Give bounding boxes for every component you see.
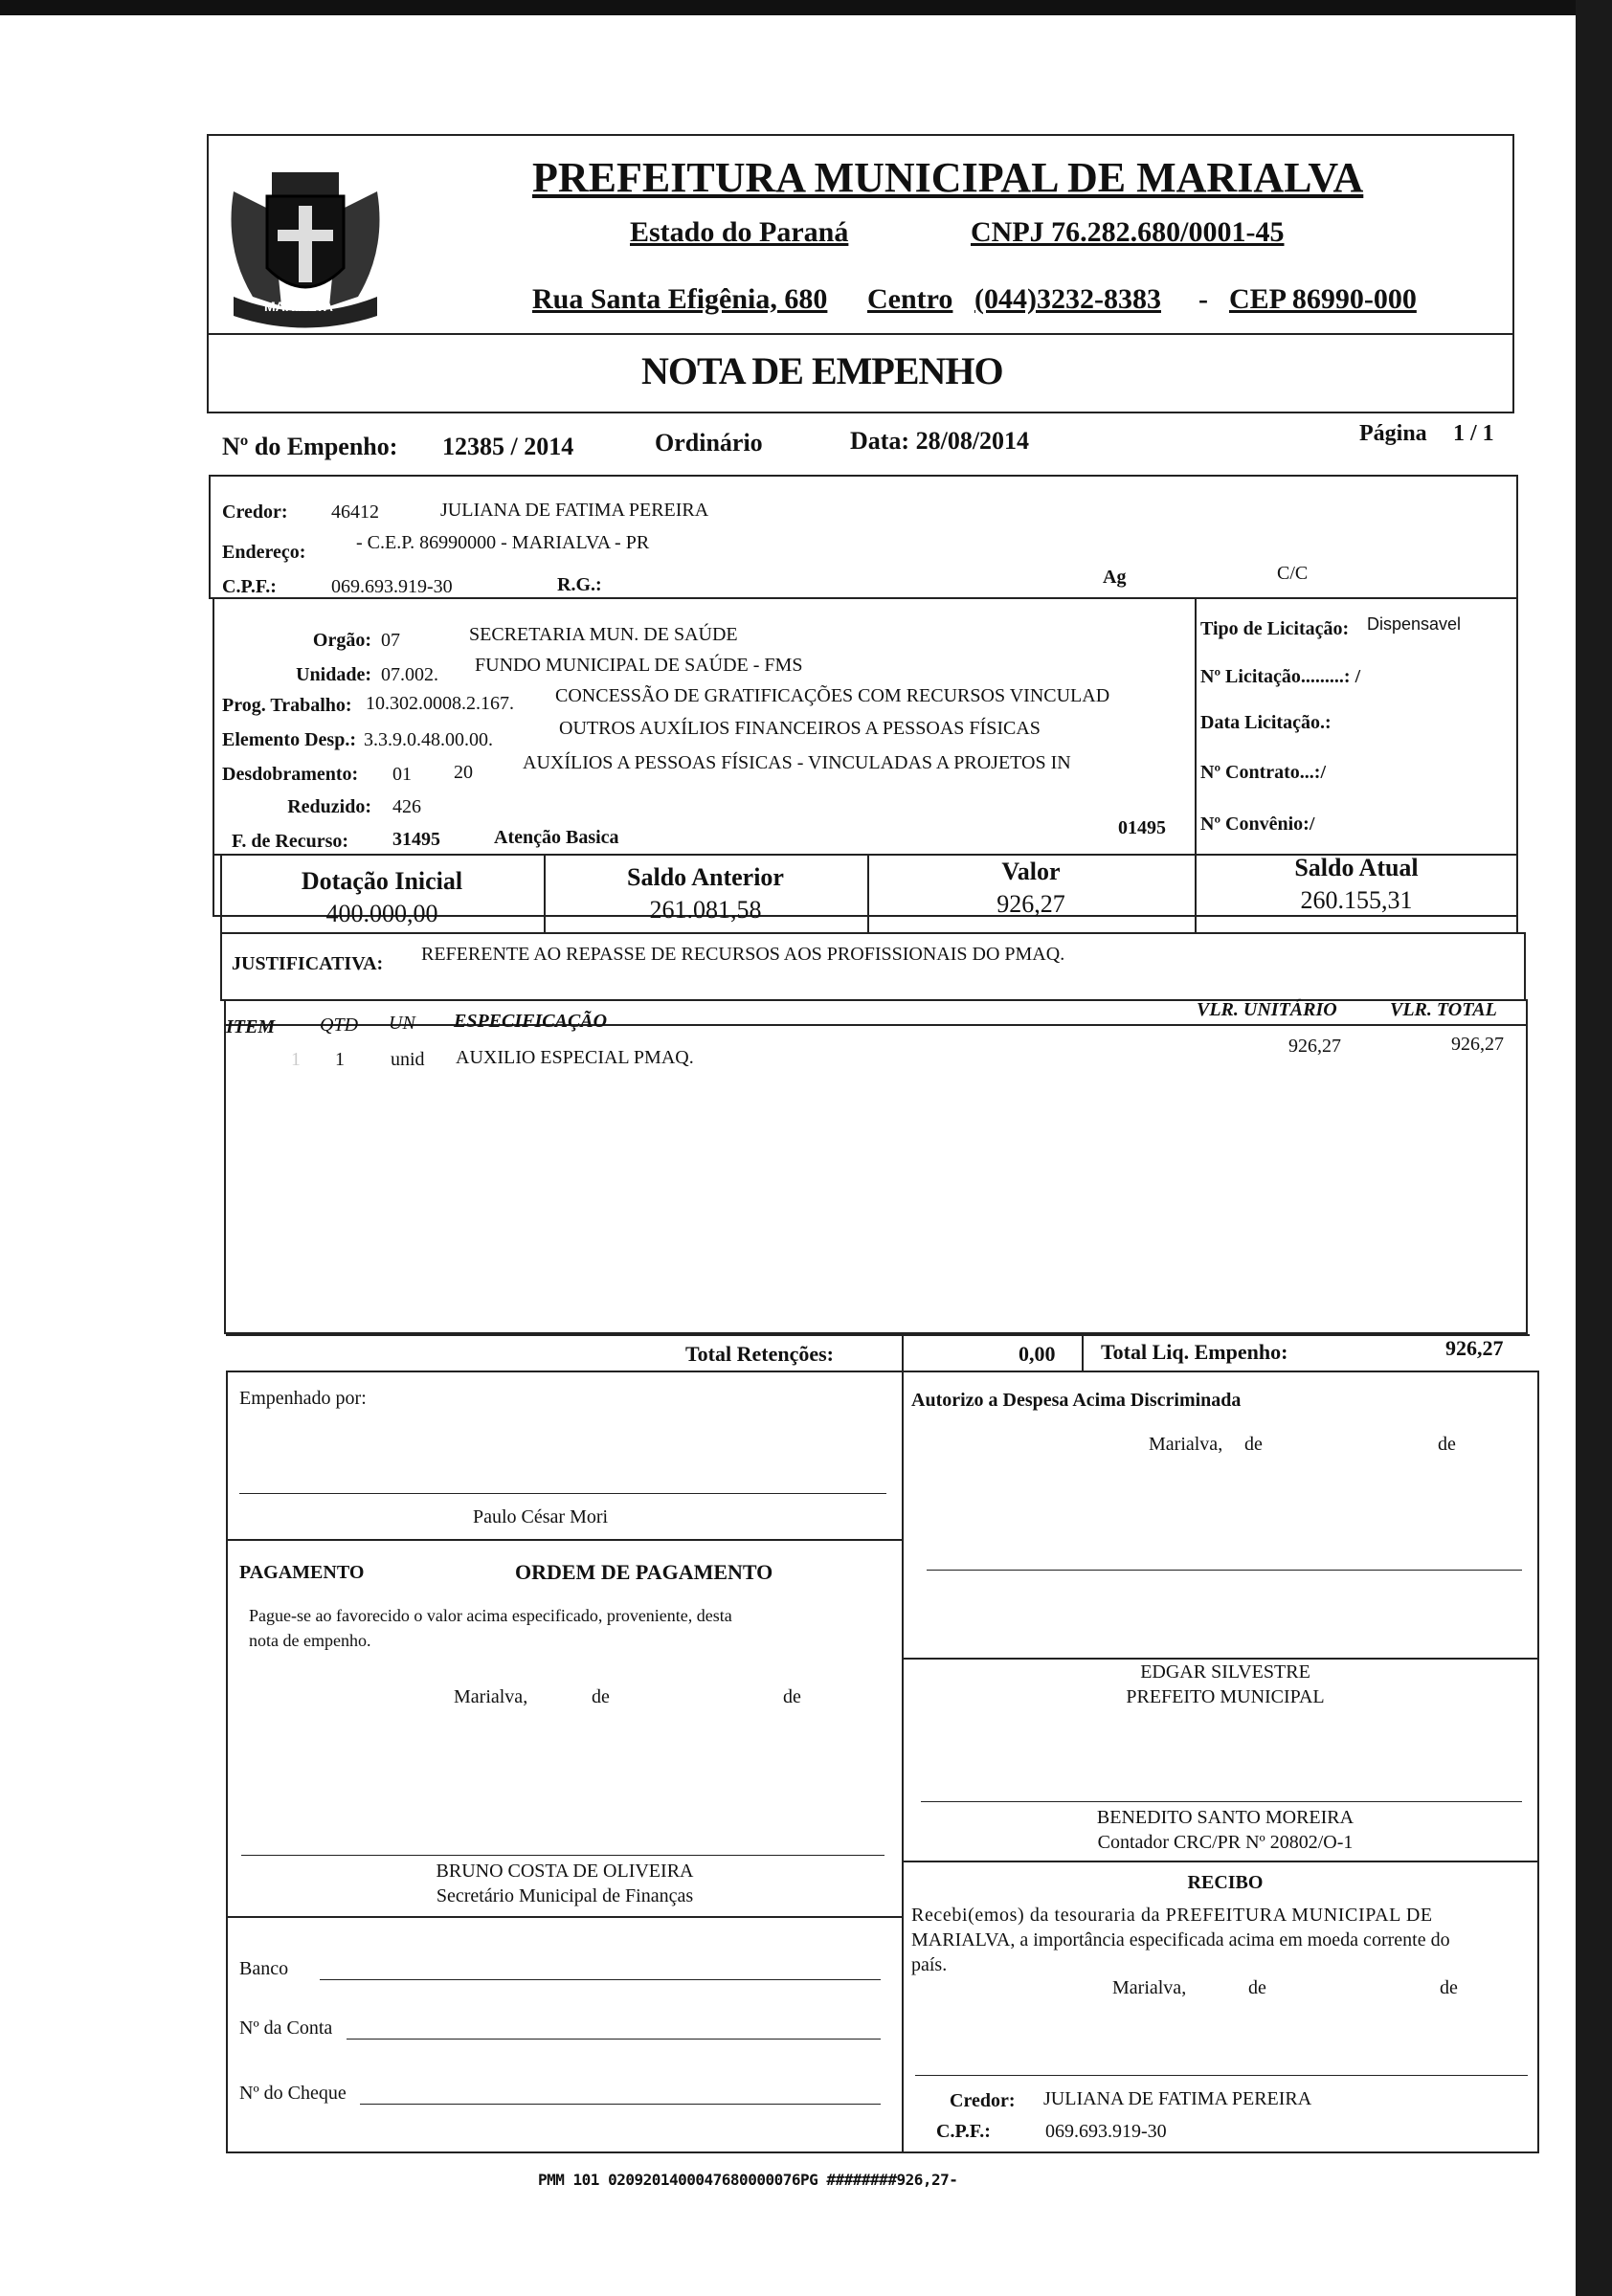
bottom-vertical-divider <box>902 1371 904 2153</box>
secretario-name: BRUNO COSTA DE OLIVEIRA <box>436 1861 694 1882</box>
state-name: Estado do Paraná <box>630 216 849 248</box>
elemento-label: Elemento Desp.: <box>222 729 356 750</box>
address-label: Endereço: <box>222 542 306 563</box>
totals-top-line <box>226 1334 1530 1336</box>
col-item: ITEM <box>226 1016 276 1037</box>
prog-code: 10.302.0008.2.167. <box>366 693 514 714</box>
recibo-signature-line <box>915 2075 1528 2076</box>
header-divider <box>207 333 1514 335</box>
valor-value: 926,27 <box>996 890 1065 918</box>
credor-name: JULIANA DE FATIMA PEREIRA <box>440 500 709 521</box>
cheque-field[interactable] <box>360 2104 881 2105</box>
page-label: Página <box>1359 421 1427 446</box>
secretario-title: Secretário Municipal de Finanças <box>436 1885 694 1906</box>
bottom-box <box>226 1371 1539 2153</box>
recibo-de-2: de <box>1440 1977 1458 1998</box>
empenhado-name: Paulo César Mori <box>473 1506 609 1527</box>
desdobramento-desc: AUXÍLIOS A PESSOAS FÍSICAS - VINCULADAS A PROJETOS IN <box>523 752 1071 773</box>
footer-barcode-text: PMM 101 0209201400047680000076PG ########926,27- <box>538 2171 958 2189</box>
recibo-title: RECIBO <box>1187 1872 1264 1893</box>
empenho-number: 12385 / 2014 <box>442 433 574 460</box>
autorizo-de-2: de <box>1438 1434 1456 1455</box>
scan-border-top <box>0 0 1589 15</box>
unidade-code: 07.002. <box>381 664 438 685</box>
address-separator: - <box>1198 283 1208 315</box>
justificativa-text: REFERENTE AO REPASSE DE RECURSOS AOS PROFISSIONAIS DO PMAQ. <box>421 944 1065 965</box>
unidade-label: Unidade: <box>296 664 371 685</box>
street-address: Rua Santa Efigênia, 680 <box>532 283 828 315</box>
col-vlr-total: VLR. TOTAL <box>1390 999 1497 1020</box>
cheque-label: Nº do Cheque <box>239 2083 347 2104</box>
credor-label: Credor: <box>222 502 288 523</box>
prog-desc: CONCESSÃO DE GRATIFICAÇÕES COM RECURSOS VINCULAD <box>555 685 1110 706</box>
ordem-text-1: Pague-se ao favorecido o valor acima especificado, proveniente, desta <box>249 1606 732 1625</box>
credor-code: 46412 <box>331 502 379 523</box>
cnpj: CNPJ 76.282.680/0001-45 <box>971 216 1285 248</box>
row-un: unid <box>391 1049 425 1070</box>
ordem-place: Marialva, <box>454 1686 528 1707</box>
justificativa-box <box>220 932 1526 1001</box>
elemento-code: 3.3.9.0.48.00.00. <box>364 729 493 750</box>
desdobramento-code-2: 20 <box>454 762 473 783</box>
banco-field[interactable] <box>320 1979 881 1980</box>
crest-banner-text: MARIALVA <box>264 299 333 314</box>
col-qtd: QTD <box>320 1014 359 1036</box>
col-especificacao: ESPECIFICAÇÃO <box>454 1011 608 1032</box>
orgao-code: 07 <box>381 630 400 651</box>
total-liquido-label: Total Liq. Empenho: <box>1101 1340 1288 1364</box>
recibo-place: Marialva, <box>1112 1977 1187 1998</box>
recibo-text-3: país. <box>911 1954 948 1975</box>
contador-signature-line <box>921 1801 1522 1802</box>
row-total: 926,27 <box>1451 1034 1504 1055</box>
pagamento-top-line <box>226 1539 902 1541</box>
conta-field[interactable] <box>347 2039 881 2040</box>
prefeito-name: EDGAR SILVESTRE <box>1140 1661 1310 1683</box>
prog-label: Prog. Trabalho: <box>222 695 352 716</box>
numero-contrato: Nº Contrato...:/ <box>1200 762 1327 783</box>
document-title: NOTA DE EMPENHO <box>641 349 1003 392</box>
autorizo-de-1: de <box>1244 1434 1263 1455</box>
empenho-number-label: Nº do Empenho: <box>222 433 398 460</box>
valor-label: Valor <box>1001 858 1061 885</box>
district: Centro <box>867 283 953 315</box>
saldo-atual-value: 260.155,31 <box>1300 886 1413 914</box>
total-liquido-value: 926,27 <box>1445 1336 1504 1360</box>
recurso-code: 31495 <box>392 829 440 850</box>
recibo-credor-label: Credor: <box>950 2090 1016 2111</box>
justificativa-label: JUSTIFICATIVA: <box>232 953 384 974</box>
saldo-anterior-label: Saldo Anterior <box>627 863 784 891</box>
row-unit: 926,27 <box>1288 1036 1341 1057</box>
row-qtd: 1 <box>335 1049 345 1070</box>
saldo-anterior-value: 261.081,58 <box>649 896 762 924</box>
data-licitacao: Data Licitação.: <box>1200 712 1332 733</box>
rg-label: R.G.: <box>557 574 602 595</box>
banco-top-line <box>226 1916 902 1918</box>
orgao-label: Orgão: <box>312 630 371 651</box>
recurso-desc: Atenção Basica <box>494 827 619 848</box>
tipo-licitacao-label: Tipo de Licitação: <box>1200 618 1350 639</box>
autorizo-signature-line <box>927 1570 1522 1571</box>
municipal-crest-logo <box>214 153 396 335</box>
agency-label: Ag <box>1103 567 1127 588</box>
desdobramento-label: Desdobramento: <box>222 764 359 785</box>
dotacao-inicial-label: Dotação Inicial <box>301 867 463 895</box>
ordem-text-2: nota de empenho. <box>249 1631 371 1650</box>
recibo-text-1: Recebi(emos) da tesouraria da PREFEITURA MUNICIPAL DE <box>911 1905 1433 1926</box>
cpf-label: C.P.F.: <box>222 576 277 597</box>
recibo-de-1: de <box>1248 1977 1266 1998</box>
autorizo-label: Autorizo a Despesa Acima Discriminada <box>911 1390 1242 1411</box>
empenho-type: Ordinário <box>655 429 763 457</box>
row-item: 1 <box>291 1049 301 1070</box>
autorizo-place: Marialva, <box>1149 1434 1223 1455</box>
pagamento-label: PAGAMENTO <box>239 1562 365 1583</box>
prefeito-title: PREFEITO MUNICIPAL <box>1126 1686 1325 1707</box>
numero-convenio: Nº Convênio:/ <box>1200 814 1315 835</box>
total-retencoes-label: Total Retenções: <box>685 1342 834 1366</box>
recibo-cpf-label: C.P.F.: <box>936 2121 991 2142</box>
recibo-top-line <box>902 1861 1539 1862</box>
prefeito-top-line <box>902 1658 1539 1660</box>
page-number: 1 / 1 <box>1453 421 1494 446</box>
banco-label: Banco <box>239 1958 289 1979</box>
dotacao-inicial-value: 400.000,00 <box>325 900 438 927</box>
row-spec: AUXILIO ESPECIAL PMAQ. <box>456 1047 694 1068</box>
orgao-desc: SECRETARIA MUN. DE SAÚDE <box>469 624 738 645</box>
conta-label: Nº da Conta <box>239 2017 333 2039</box>
empenho-date: Data: 28/08/2014 <box>850 427 1030 455</box>
col-vlr-unitario: VLR. UNITÁRIO <box>1197 999 1337 1020</box>
empenhado-label: Empenhado por: <box>239 1388 367 1409</box>
elemento-desc: OUTROS AUXÍLIOS FINANCEIROS A PESSOAS FÍSICAS <box>559 718 1041 739</box>
empenhado-signature-line <box>239 1493 886 1494</box>
ordem-de-1: de <box>592 1686 610 1707</box>
totals-div-1 <box>902 1334 904 1371</box>
ordem-pagamento-label: ORDEM DE PAGAMENTO <box>515 1560 773 1584</box>
scan-border-right <box>1576 0 1612 2296</box>
unidade-desc: FUNDO MUNICIPAL DE SAÚDE - FMS <box>475 655 803 676</box>
reduzido-label: Reduzido: <box>287 796 371 817</box>
col-un: UN <box>389 1013 415 1034</box>
total-retencoes-value: 0,00 <box>1019 1342 1056 1366</box>
saldo-atual-label: Saldo Atual <box>1294 854 1419 881</box>
contador-name: BENEDITO SANTO MOREIRA <box>1096 1807 1355 1828</box>
recurso-label: F. de Recurso: <box>232 831 349 852</box>
secretario-signature-line <box>241 1855 884 1856</box>
account-label: C/C <box>1277 563 1309 584</box>
desdobramento-code-1: 01 <box>392 764 412 785</box>
ordem-de-2: de <box>783 1686 801 1707</box>
reduzido-code: 426 <box>392 796 421 817</box>
page-title: PREFEITURA MUNICIPAL DE MARIALVA <box>532 154 1364 201</box>
items-header-line <box>224 1024 1528 1026</box>
contador-title: Contador CRC/PR Nº 20802/O-1 <box>1097 1832 1354 1853</box>
cep: CEP 86990-000 <box>1229 283 1417 315</box>
recibo-cpf-value: 069.693.919-30 <box>1045 2121 1167 2142</box>
recibo-text-2: MARIALVA, a importância especificada acima em moeda corrente do <box>911 1929 1450 1950</box>
tipo-licitacao-value: Dispensavel <box>1367 614 1462 634</box>
recibo-credor-name: JULIANA DE FATIMA PEREIRA <box>1043 2088 1312 2109</box>
totals-div-2 <box>1082 1332 1084 1371</box>
credor-address: - C.E.P. 86990000 - MARIALVA - PR <box>356 532 650 553</box>
numero-licitacao: Nº Licitação.........: / <box>1200 666 1361 687</box>
credor-cpf: 069.693.919-30 <box>331 576 453 597</box>
recurso-code-right: 01495 <box>1118 817 1166 838</box>
phone: (044)3232-8383 <box>974 283 1161 315</box>
